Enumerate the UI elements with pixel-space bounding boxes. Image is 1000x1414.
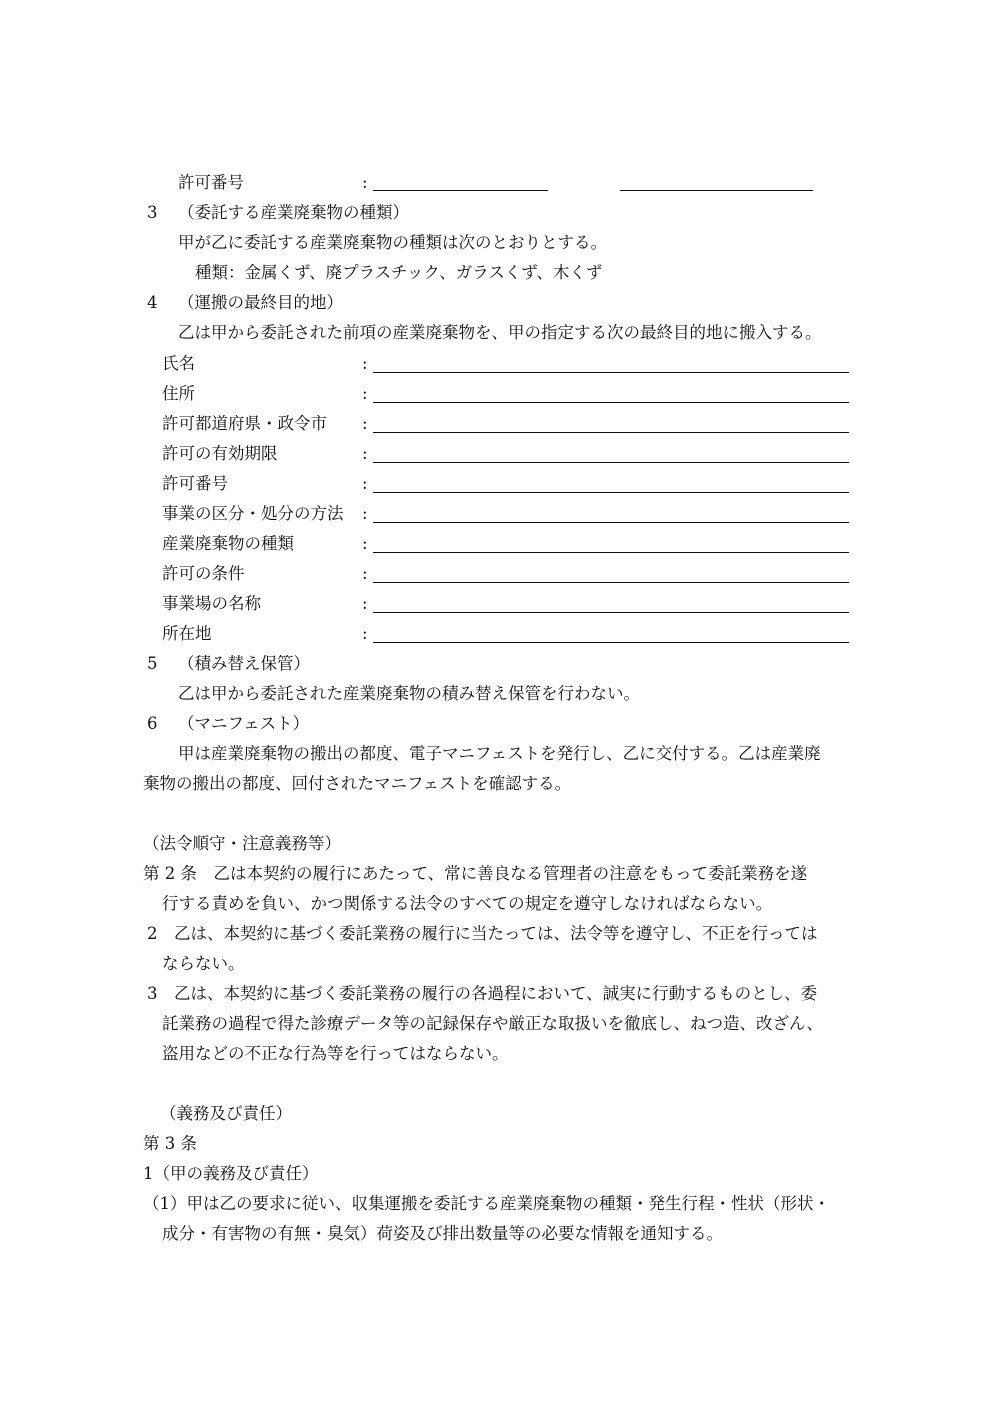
blank-field-prefecture bbox=[373, 432, 849, 433]
item-heading: （積み替え保管） bbox=[178, 654, 310, 673]
colon: : bbox=[362, 474, 368, 493]
permit-number-blank-1 bbox=[373, 190, 548, 191]
article-text: 行する責めを負い、かつ関係する法令のすべての規定を遵守しなければならない。 bbox=[162, 894, 773, 913]
article-heading: （義務及び責任） bbox=[160, 1104, 292, 1123]
field-label-business-category: 事業の区分・処分の方法 bbox=[162, 504, 344, 523]
colon: : bbox=[362, 624, 368, 643]
item-text: 乙は甲から委託された前項の産業廃棄物を、甲の指定する次の最終目的地に搬入する。 bbox=[178, 323, 822, 342]
article-text: ならない。 bbox=[162, 954, 245, 973]
field-label-conditions: 許可の条件 bbox=[162, 564, 245, 583]
field-label-name: 氏名 bbox=[162, 354, 195, 373]
waste-kinds: 種類：金属くず、廃プラスチック、ガラスくず、木くず bbox=[195, 263, 603, 282]
blank-field-name bbox=[373, 372, 849, 373]
item-number: 6 bbox=[147, 714, 158, 733]
colon: : bbox=[362, 594, 368, 613]
blank-field-location bbox=[373, 642, 849, 643]
item-text: 乙は甲から委託された産業廃棄物の積み替え保管を行わない。 bbox=[178, 684, 640, 703]
item-heading: （運搬の最終目的地） bbox=[178, 293, 343, 312]
article-text: 盗用などの不正な行為等を行ってはならない。 bbox=[162, 1044, 509, 1063]
article-text: 成分・有害物の有無・臭気）荷姿及び排出数量等の必要な情報を通知する。 bbox=[162, 1224, 723, 1243]
blank-field-business-category bbox=[373, 522, 849, 523]
blank-field-validity bbox=[373, 462, 849, 463]
article-text: 2 乙は、本契約に基づく委託業務の履行に当たっては、法令等を遵守し、不正を行っては bbox=[147, 924, 818, 943]
blank-field-conditions bbox=[373, 582, 849, 583]
field-label-location: 所在地 bbox=[162, 624, 212, 643]
colon: : bbox=[362, 173, 368, 192]
article-subheading: 1（甲の義務及び責任） bbox=[143, 1164, 319, 1183]
field-label-waste-type: 産業廃棄物の種類 bbox=[162, 534, 294, 553]
item-heading: （委託する産業廃棄物の種類） bbox=[178, 203, 409, 222]
field-label-prefecture: 許可都道府県・政令市 bbox=[162, 414, 327, 433]
article-text: （1）甲は乙の要求に従い、収集運搬を委託する産業廃棄物の種類・発生行程・性状（形状・ bbox=[143, 1194, 830, 1213]
article-text: 第 2 条 乙は本契約の履行にあたって、常に善良なる管理者の注意をもって委託業務を遂 bbox=[143, 864, 808, 883]
colon: : bbox=[362, 444, 368, 463]
article-title: 第 3 条 bbox=[143, 1134, 197, 1153]
item-number: 4 bbox=[147, 293, 158, 312]
article-text: 3 乙は、本契約に基づく委託業務の履行の各過程において、誠実に行動するものとし、委 bbox=[147, 984, 818, 1003]
item-text: 甲は産業廃棄物の搬出の都度、電子マニフェストを発行し、乙に交付する。乙は産業廃 bbox=[178, 744, 821, 763]
item-heading: （マニフェスト） bbox=[178, 714, 310, 733]
blank-field-site-name bbox=[373, 612, 849, 613]
colon: : bbox=[362, 504, 368, 523]
blank-field-permit-number bbox=[373, 492, 849, 493]
colon: : bbox=[362, 564, 368, 583]
item-number: 5 bbox=[147, 654, 158, 673]
field-label-permit-number: 許可番号 bbox=[162, 474, 228, 493]
item-text: 棄物の搬出の都度、回付されたマニフェストを確認する。 bbox=[143, 774, 572, 793]
blank-field-address bbox=[373, 402, 849, 403]
article-text: 託業務の過程で得た診療データ等の記録保存や厳正な取扱いを徹底し、ねつ造、改ざん、 bbox=[162, 1014, 823, 1033]
colon: : bbox=[362, 534, 368, 553]
blank-field-waste-type bbox=[373, 552, 849, 553]
permit-number-label: 許可番号 bbox=[178, 173, 244, 192]
field-label-address: 住所 bbox=[162, 384, 195, 403]
field-label-validity: 許可の有効期限 bbox=[162, 444, 278, 463]
colon: : bbox=[362, 354, 368, 373]
colon: : bbox=[362, 384, 368, 403]
item-text: 甲が乙に委託する産業廃棄物の種類は次のとおりとする。 bbox=[178, 233, 607, 252]
field-label-site-name: 事業場の名称 bbox=[162, 594, 261, 613]
colon: : bbox=[362, 414, 368, 433]
article-heading: （法令順守・注意義務等） bbox=[143, 834, 341, 853]
item-number: 3 bbox=[147, 203, 158, 222]
permit-number-blank-2 bbox=[620, 190, 813, 191]
